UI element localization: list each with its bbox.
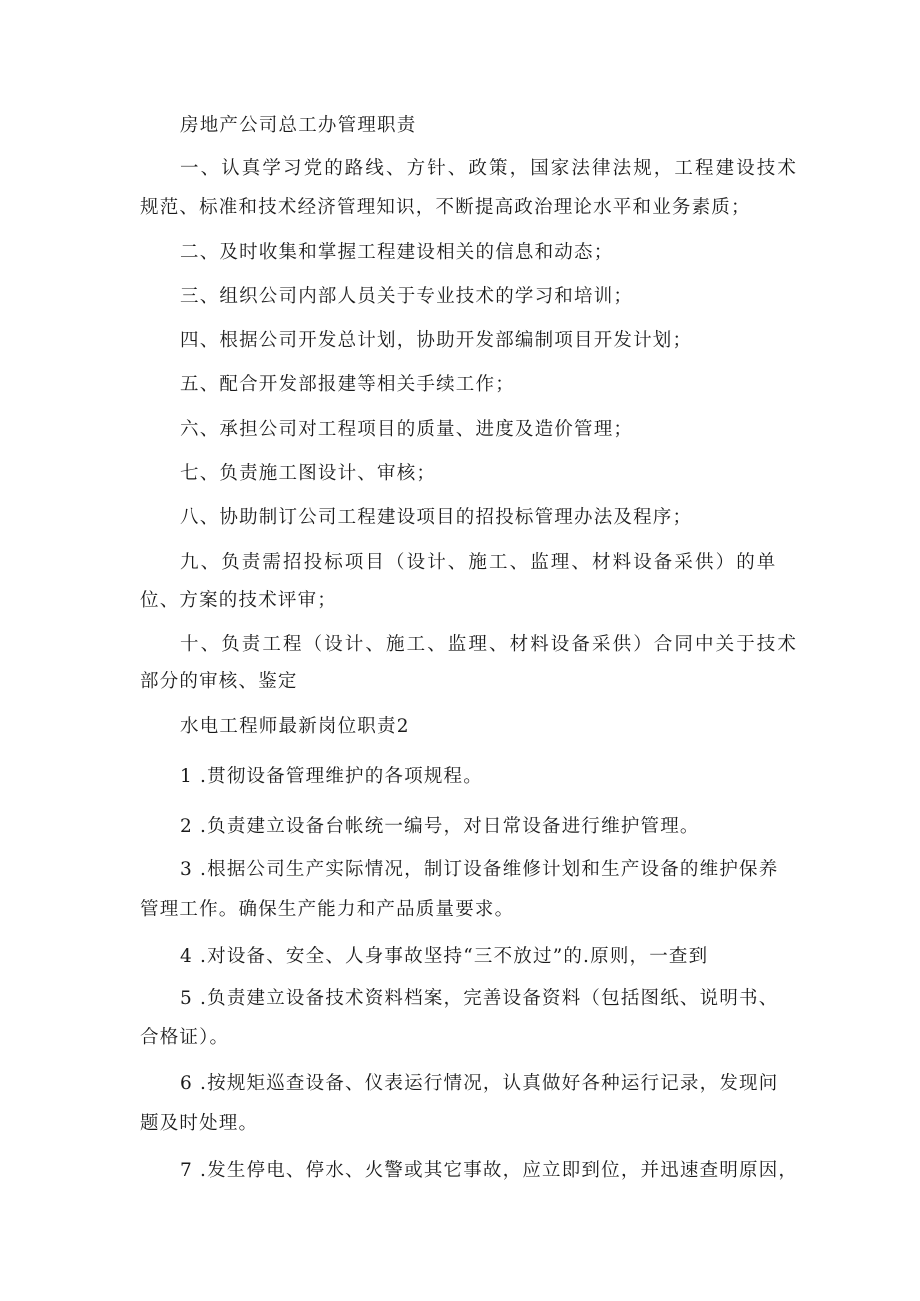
section2-item3-line2: 管理工作。确保生产能力和产品质量要求。 bbox=[140, 899, 515, 920]
section2-item4: 4 .对设备、安全、人身事故坚持“三不放过”的.原则，一查到 bbox=[180, 946, 709, 967]
section1-item8: 八、协助制订公司工程建设项目的招投标管理办法及程序； bbox=[180, 507, 693, 528]
section1-item1-line2: 规范、标准和技术经济管理知识，不断提高政治理论水平和业务素质； bbox=[140, 197, 751, 218]
section2-title: 水电工程师最新岗位职责2 bbox=[180, 716, 410, 737]
section1-item10-line2: 部分的审核、鉴定 bbox=[140, 671, 298, 692]
section2-item2: 2 .负责建立设备台帐统一编号，对日常设备进行维护管理。 bbox=[180, 816, 700, 837]
section2-item5-line1: 5 .负责建立设备技术资料档案，完善设备资料（包括图纸、说明书、 bbox=[180, 988, 779, 1009]
section1-item10-line1: 十、负责工程（设计、施工、监理、材料设备采供）合同中关于技术 bbox=[180, 634, 799, 655]
section1-item6: 六、承担公司对工程项目的质量、进度及造价管理； bbox=[180, 419, 634, 440]
section1-item2: 二、及时收集和掌握工程建设相关的信息和动态； bbox=[180, 242, 614, 263]
section1-item9-line2: 位、方案的技术评审； bbox=[140, 590, 338, 611]
section2-item1: 1 .贯彻设备管理维护的各项规程。 bbox=[180, 766, 483, 787]
section1-title: 房地产公司总工办管理职责 bbox=[180, 115, 417, 136]
section1-item3: 三、组织公司内部人员关于专业技术的学习和培训； bbox=[180, 286, 634, 307]
section1-item9-line1: 九、负责需招投标项目（设计、施工、监理、材料设备采供）的单 bbox=[180, 552, 778, 573]
section1-item4: 四、根据公司开发总计划，协助开发部编制项目开发计划； bbox=[180, 330, 693, 351]
section1-item1-line1: 一、认真学习党的路线、方针、政策，国家法律法规，工程建设技术 bbox=[180, 158, 799, 179]
section1-item7: 七、负责施工图设计、审核； bbox=[180, 463, 437, 484]
section2-item5-line2: 合格证）。 bbox=[140, 1027, 230, 1048]
section2-item3-line1: 3 .根据公司生产实际情况，制订设备维修计划和生产设备的维护保养 bbox=[180, 859, 779, 880]
section1-item5: 五、配合开发部报建等相关手续工作； bbox=[180, 374, 515, 395]
section2-item6-line1: 6 .按规矩巡查设备、仪表运行情况，认真做好各种运行记录，发现问 bbox=[180, 1073, 779, 1094]
section2-item6-line2: 题及时处理。 bbox=[140, 1113, 259, 1134]
section2-item7: 7 .发生停电、停水、火警或其它事故，应立即到位，并迅速查明原因， bbox=[180, 1160, 799, 1181]
